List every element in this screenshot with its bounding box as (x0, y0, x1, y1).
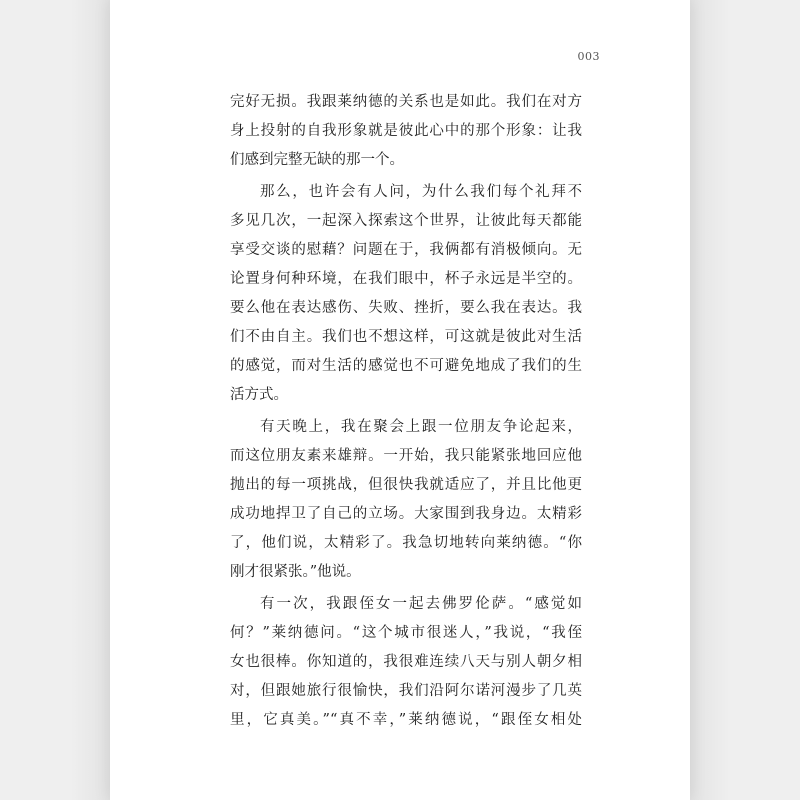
paragraph (230, 413, 582, 587)
paragraph (230, 590, 582, 735)
text-line: 的感觉，而对生活的感觉也不可避免地成了我们的生 (230, 358, 582, 374)
text-line: 成功地捍卫了自己的立场。大家围到我身边。太精彩 (230, 506, 582, 522)
book-page (110, 0, 690, 800)
right-margin-shadow (690, 0, 730, 800)
body-text (230, 88, 582, 735)
text-line: 刚才很紧张。”他说。 (230, 564, 361, 580)
text-line: 抛出的每一项挑战，但很快我就适应了，并且比他更 (230, 477, 582, 493)
text-line: 有天晚上，我在聚会上跟一位朋友争论起来， (260, 419, 582, 435)
text-line: 何？”莱纳德问。“这个城市很迷人，”我说，“我侄 (230, 625, 582, 641)
text-line: 多见几次，一起深入探索这个世界，让彼此每天都能 (230, 213, 582, 229)
text-line: 完好无损。我跟莱纳德的关系也是如此。我们在对方 (230, 94, 582, 110)
text-line: 活方式。 (230, 387, 288, 403)
text-line: 对，但跟她旅行很愉快，我们沿阿尔诺河漫步了几英 (230, 683, 582, 699)
paragraph (230, 88, 582, 175)
text-line: 论置身何种环境，在我们眼中，杯子永远是半空的。 (230, 271, 582, 287)
left-margin-shadow (70, 0, 110, 800)
text-line: 里，它真美。”“真不幸，”莱纳德说，“跟侄女相处 (230, 712, 582, 728)
text-line: 们不由自主。我们也不想这样，可这就是彼此对生活 (230, 329, 582, 345)
text-line: 女也很棒。你知道的，我很难连续八天与别人朝夕相 (230, 654, 582, 670)
text-line: 有一次，我跟侄女一起去佛罗伦萨。“感觉如 (260, 596, 582, 612)
text-line: 享受交谈的慰藉？问题在于，我俩都有消极倾向。无 (230, 242, 582, 258)
text-line: 要么他在表达感伤、失败、挫折，要么我在表达。我 (230, 300, 582, 316)
text-line: 那么，也许会有人问，为什么我们每个礼拜不 (260, 184, 582, 200)
paragraph (230, 178, 582, 410)
text-line: 身上投射的自我形象就是彼此心中的那个形象：让我 (230, 123, 582, 139)
text-line: 而这位朋友素来雄辩。一开始，我只能紧张地回应他 (230, 448, 582, 464)
text-line: 们感到完整无缺的那一个。 (230, 152, 404, 168)
page-number: 003 (577, 50, 600, 63)
text-line: 了，他们说，太精彩了。我急切地转向莱纳德。“你 (230, 535, 582, 551)
